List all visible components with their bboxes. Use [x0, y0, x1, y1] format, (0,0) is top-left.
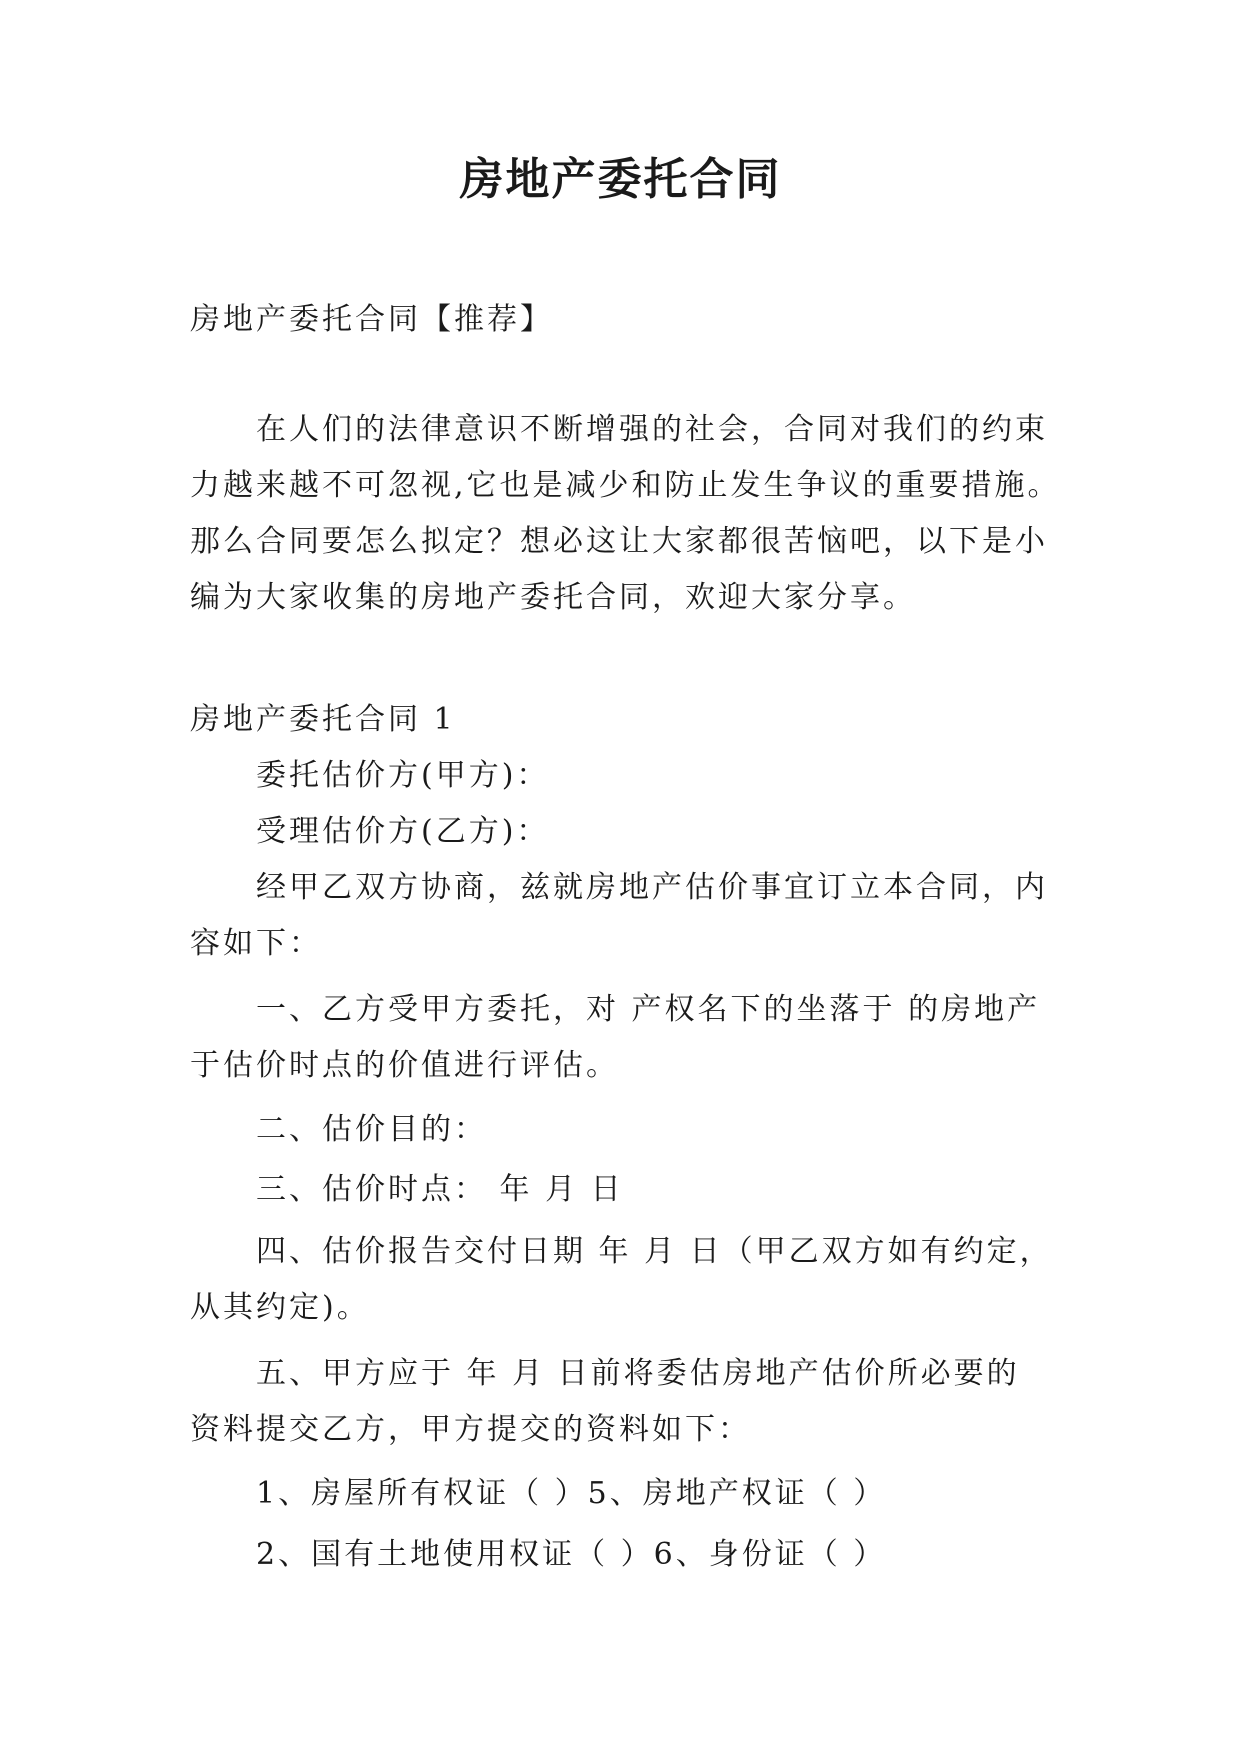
contract-line: 二、估价目的： [256, 1112, 487, 1147]
contract-line: 五、甲方应于 年 月 日前将委估房地产估价所必要的 [256, 1356, 1020, 1391]
contract-line: 资料提交乙方，甲方提交的资料如下： [190, 1412, 751, 1447]
contract-line: 于估价时点的价值进行评估。 [190, 1048, 619, 1083]
contract-line: 1、房屋所有权证（ ）5、房地产权证（ ） [256, 1476, 887, 1511]
intro-paragraph-line: 在人们的法律意识不断增强的社会，合同对我们的约束 [256, 412, 1048, 447]
contract-line: 一、乙方受甲方委托，对 产权名下的坐落于 的房地产 [256, 992, 1041, 1027]
section-heading: 房地产委托合同 1 [190, 702, 456, 737]
contract-line: 2、国有土地使用权证（ ）6、身份证（ ） [256, 1537, 887, 1572]
intro-paragraph-line: 那么合同要怎么拟定？想必这让大家都很苦恼吧，以下是小 [190, 524, 1048, 559]
contract-line: 从其约定)。 [190, 1290, 370, 1325]
contract-line: 经甲乙双方协商，兹就房地产估价事宜订立本合同，内 [256, 870, 1048, 905]
contract-line: 三、估价时点： 年 月 日 [256, 1172, 624, 1207]
document-title: 房地产委托合同 [459, 154, 782, 205]
intro-paragraph-line: 编为大家收集的房地产委托合同，欢迎大家分享。 [190, 580, 916, 615]
contract-line: 四、估价报告交付日期 年 月 日（甲乙双方如有约定， [256, 1234, 1053, 1269]
contract-line: 受理估价方(乙方)： [256, 814, 550, 849]
intro-paragraph-line: 力越来越不可忽视,它也是减少和防止发生争议的重要措施。 [190, 468, 1061, 503]
contract-line: 委托估价方(甲方)： [256, 758, 550, 793]
contract-line: 容如下： [190, 926, 322, 961]
document-subtitle: 房地产委托合同【推荐】 [190, 302, 553, 337]
